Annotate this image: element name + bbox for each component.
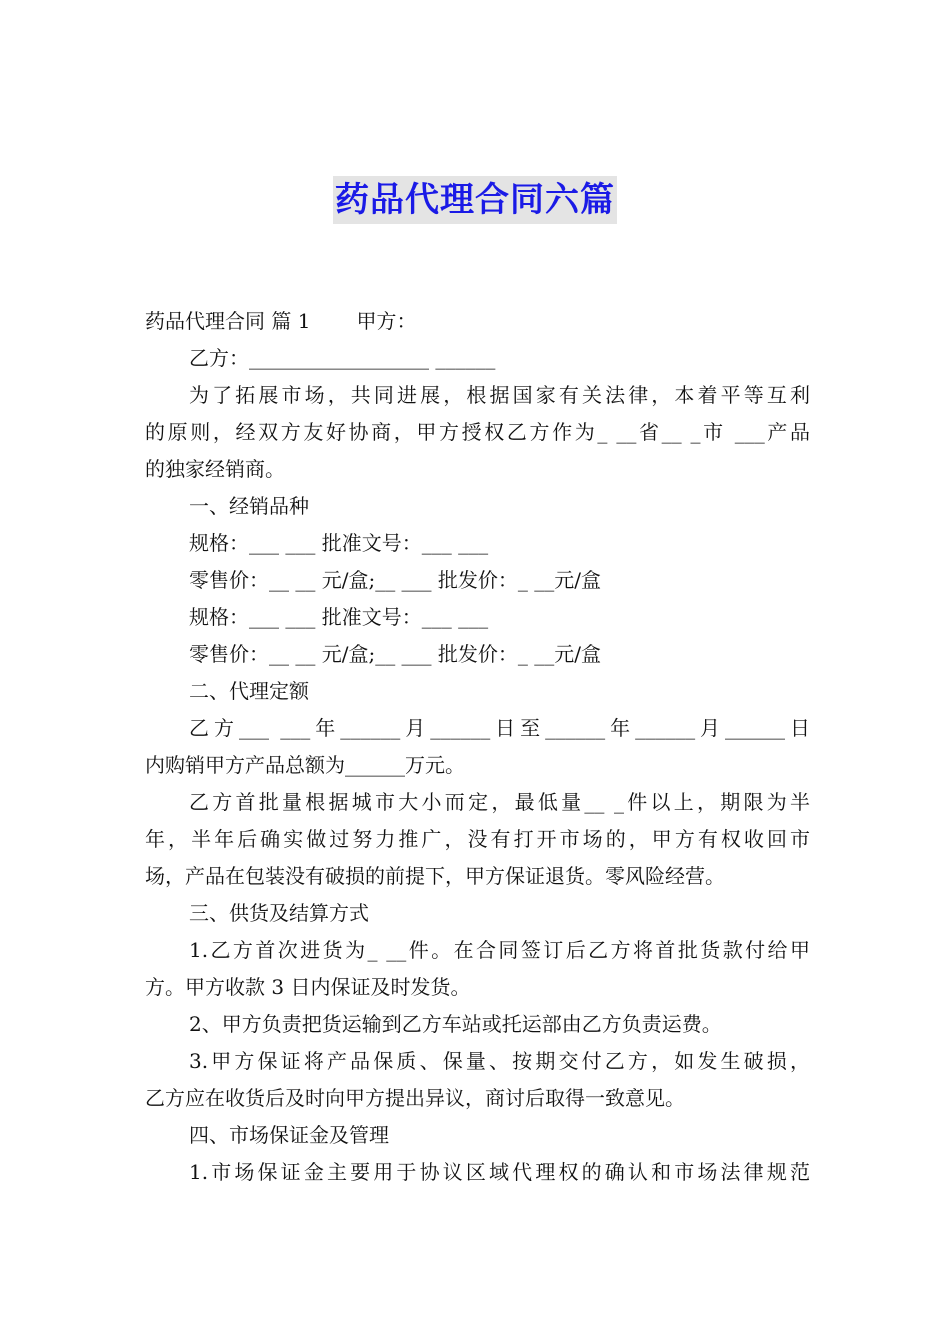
quota-paragraph-line-2: 内购销甲方产品总额为______万元。	[145, 753, 465, 777]
spec-line-2: 规格：___ ___ 批准文号：___ ___	[189, 605, 489, 629]
section-4-heading: 四、市场保证金及管理	[189, 1123, 389, 1147]
party-a-label: 甲方：	[356, 309, 417, 333]
intro-paragraph-line-1: 为了拓展市场，共同进展，根据国家有关法律，本着平等互利	[189, 383, 810, 407]
section-1-heading: 一、经销品种	[189, 494, 309, 518]
first-batch-line-2: 年，半年后确实做过努力推广，没有打开市场的，甲方有权收回市	[145, 827, 810, 851]
title-container	[0, 176, 950, 224]
price-line-1: 零售价：__ __ 元/盒;__ ___ 批发价：_ __元/盒	[189, 568, 602, 592]
section-2-heading: 二、代理定额	[189, 679, 309, 703]
document-body	[145, 303, 810, 1191]
intro-paragraph-line-3: 的独家经销商。	[145, 457, 285, 481]
spec-line-1: 规格：___ ___ 批准文号：___ ___	[189, 531, 489, 555]
contract-heading: 药品代理合同 篇 1	[145, 309, 311, 333]
clause-2-line: 2、甲方负责把货运输到乙方车站或托运部由乙方负责运费。	[189, 1012, 722, 1036]
first-batch-line-1: 乙方首批量根据城市大小而定，最低量__ _件以上，期限为半	[189, 790, 810, 814]
clause-3-line-1: 3.甲方保证将产品保质、保量、按期交付乙方，如发生破损，	[189, 1049, 810, 1073]
first-batch-line-3: 场，产品在包装没有破损的前提下，甲方保证退货。零风险经营。	[145, 864, 725, 888]
section-3-heading: 三、供货及结算方式	[189, 901, 369, 925]
price-line-2: 零售价：__ __ 元/盒;__ ___ 批发价：_ __元/盒	[189, 642, 602, 666]
clause-3-line-2: 乙方应在收货后及时向甲方提出异议，商讨后取得一致意见。	[145, 1086, 685, 1110]
deposit-clause-line-1: 1.市场保证金主要用于协议区域代理权的确认和市场法律规范	[189, 1160, 810, 1184]
clause-1-line-2: 方。甲方收款 3 日内保证及时发货。	[145, 975, 471, 999]
contract-heading-line	[145, 303, 810, 340]
document-title: 药品代理合同六篇	[333, 176, 617, 224]
party-b-line: 乙方：__________________ ______	[189, 346, 496, 370]
intro-paragraph-line-2: 的原则，经双方友好协商，甲方授权乙方作为_ __省__ _市 ___产品	[145, 420, 810, 444]
clause-1-line-1: 1.乙方首次进货为_ __件。在合同签订后乙方将首批货款付给甲	[189, 938, 810, 962]
quota-paragraph-line-1: 乙方___ ___年______月______日至______年______月______日	[189, 716, 810, 740]
